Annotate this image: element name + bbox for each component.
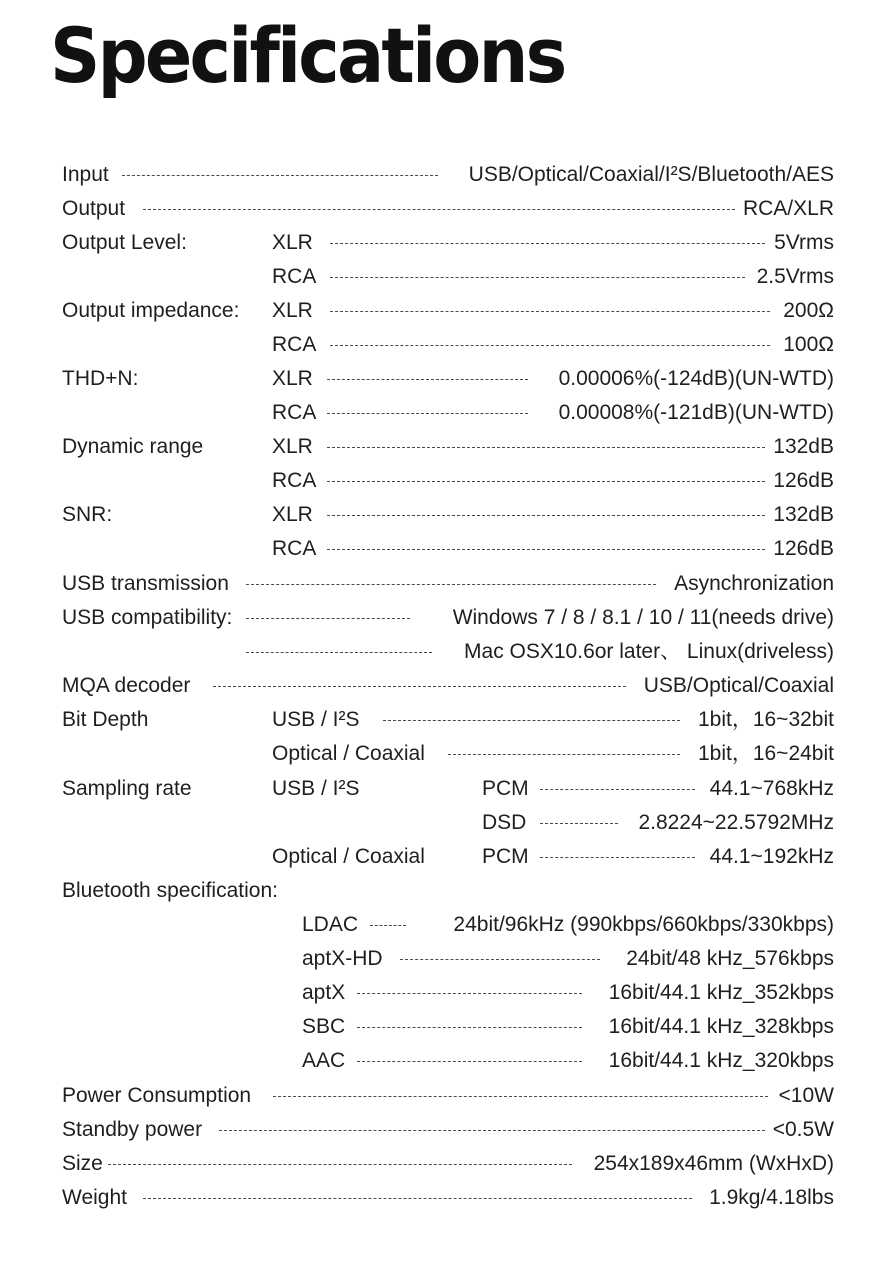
spec-label: THD+N: [62,367,139,390]
dotted-leader [540,857,695,858]
spec-row [0,328,880,362]
spec-sublabel: SBC [302,1015,346,1038]
spec-row [0,498,880,532]
spec-value: 2.8224~22.5792MHz [638,811,834,834]
spec-label: Input [62,163,109,186]
spec-label: Sampling rate [62,777,192,800]
spec-label: Bluetooth specification: [62,879,278,902]
spec-sublabel: aptX-HD [302,947,383,970]
dotted-leader [357,1027,582,1028]
spec-row [0,601,880,635]
spec-row [0,567,880,601]
spec-sublabel: XLR [272,231,313,254]
spec-sublabel: XLR [272,435,313,458]
dotted-leader [108,1164,572,1165]
dotted-leader [370,925,406,926]
dotted-leader [273,1096,768,1097]
dotted-leader [540,823,618,824]
spec-row [0,226,880,260]
spec-value: 16bit/44.1 kHz_328kbps [608,1015,834,1038]
spec-row [0,430,880,464]
spec-row [0,669,880,703]
spec-value: Mac OSX10.6or later、 Linux(driveless) [464,640,834,663]
spec-label: Bit Depth [62,708,149,731]
dotted-leader [327,379,528,380]
spec-value: 44.1~192kHz [709,845,834,868]
spec-value: 1.9kg/4.18lbs [709,1186,834,1209]
spec-value: Windows 7 / 8 / 8.1 / 10 / 11(needs drive) [452,606,834,629]
dotted-leader [330,243,765,244]
spec-value: <0.5W [772,1118,834,1141]
dotted-leader [213,686,626,687]
dotted-leader [143,209,735,210]
spec-row [0,806,880,840]
dotted-leader [330,277,745,278]
spec-row [0,976,880,1010]
spec-value: 126dB [773,537,834,560]
spec-sublabel: RCA [272,469,317,492]
dotted-leader [327,515,765,516]
spec-row [0,703,880,737]
dotted-leader [448,754,680,755]
spec-value: 200Ω [783,299,834,322]
spec-row [0,737,880,771]
dotted-leader [246,652,432,653]
spec-row [0,294,880,328]
spec-label: Size [62,1152,103,1175]
spec-sublabel: XLR [272,299,313,322]
spec-value: 0.00008%(-121dB)(UN-WTD) [558,401,834,424]
spec-label: Output impedance: [62,299,240,322]
spec-row [0,260,880,294]
dotted-leader [143,1198,692,1199]
spec-value: 100Ω [783,333,834,356]
spec-row [0,1113,880,1147]
spec-value: Asynchronization [674,572,834,595]
spec-sublabel: RCA [272,265,317,288]
spec-value: 16bit/44.1 kHz_320kbps [608,1049,834,1072]
spec-format: DSD [482,811,527,834]
spec-label: Output Level: [62,231,187,254]
spec-sublabel: XLR [272,503,313,526]
dotted-leader [246,618,410,619]
spec-row [0,396,880,430]
spec-sublabel: RCA [272,333,317,356]
dotted-leader [327,481,765,482]
dotted-leader [357,993,582,994]
spec-row [0,1079,880,1113]
spec-value: 24bit/48 kHz_576kbps [626,947,834,970]
dotted-leader [327,549,765,550]
spec-row [0,772,880,806]
spec-value: 132dB [773,503,834,526]
spec-row [0,874,880,908]
spec-sublabel: XLR [272,367,313,390]
spec-value: 2.5Vrms [756,265,834,288]
spec-row [0,1010,880,1044]
dotted-leader [246,584,656,585]
spec-row [0,362,880,396]
dotted-leader [219,1130,765,1131]
spec-sublabel: RCA [272,401,317,424]
dotted-leader [327,413,528,414]
spec-label: SNR: [62,503,113,526]
spec-value: 0.00006%(-124dB)(UN-WTD) [558,367,834,390]
spec-row [0,908,880,942]
spec-value: RCA/XLR [742,197,834,220]
dotted-leader [327,447,765,448]
dotted-leader [330,345,770,346]
spec-row [0,464,880,498]
spec-sublabel: Optical / Coaxial [272,742,425,765]
spec-label: USB compatibility: [62,606,233,629]
dotted-leader [357,1061,582,1062]
spec-row [0,840,880,874]
spec-sublabel: AAC [302,1049,346,1072]
spec-value: 24bit/96kHz (990kbps/660kbps/330kbps) [453,913,834,936]
spec-label: USB transmission [62,572,229,595]
spec-value: 254x189x46mm (WxHxD) [593,1152,834,1175]
spec-row [0,1147,880,1181]
page-title: Specifications [50,11,565,100]
dotted-leader [122,175,438,176]
spec-sublabel: USB / I²S [272,777,360,800]
dotted-leader [400,959,600,960]
spec-value: 1bit，16~32bit [697,708,834,731]
spec-value: 132dB [773,435,834,458]
spec-sublabel: USB / I²S [272,708,360,731]
spec-format: PCM [482,845,529,868]
spec-row [0,1044,880,1078]
spec-row [0,158,880,192]
spec-value: 16bit/44.1 kHz_352kbps [608,981,834,1004]
spec-label: Weight [62,1186,127,1209]
spec-value: 1bit，16~24bit [697,742,834,765]
spec-label: Dynamic range [62,435,204,458]
spec-row [0,1181,880,1215]
spec-sublabel: Optical / Coaxial [272,845,425,868]
spec-value: 5Vrms [774,231,834,254]
spec-label: MQA decoder [62,674,191,697]
spec-label: Output [62,197,126,220]
spec-value: <10W [778,1084,834,1107]
spec-row [0,192,880,226]
spec-row [0,942,880,976]
spec-sublabel: LDAC [302,913,359,936]
spec-sublabel: aptX [302,981,346,1004]
spec-value: 126dB [773,469,834,492]
dotted-leader [330,311,770,312]
dotted-leader [383,720,680,721]
spec-row [0,532,880,566]
spec-value: USB/Optical/Coaxial/I²S/Bluetooth/AES [468,163,834,186]
spec-value: 44.1~768kHz [709,777,834,800]
spec-row [0,635,880,669]
spec-label: Power Consumption [62,1084,252,1107]
spec-label: Standby power [62,1118,203,1141]
spec-value: USB/Optical/Coaxial [643,674,834,697]
spec-format: PCM [482,777,529,800]
spec-sublabel: RCA [272,537,317,560]
dotted-leader [540,789,695,790]
